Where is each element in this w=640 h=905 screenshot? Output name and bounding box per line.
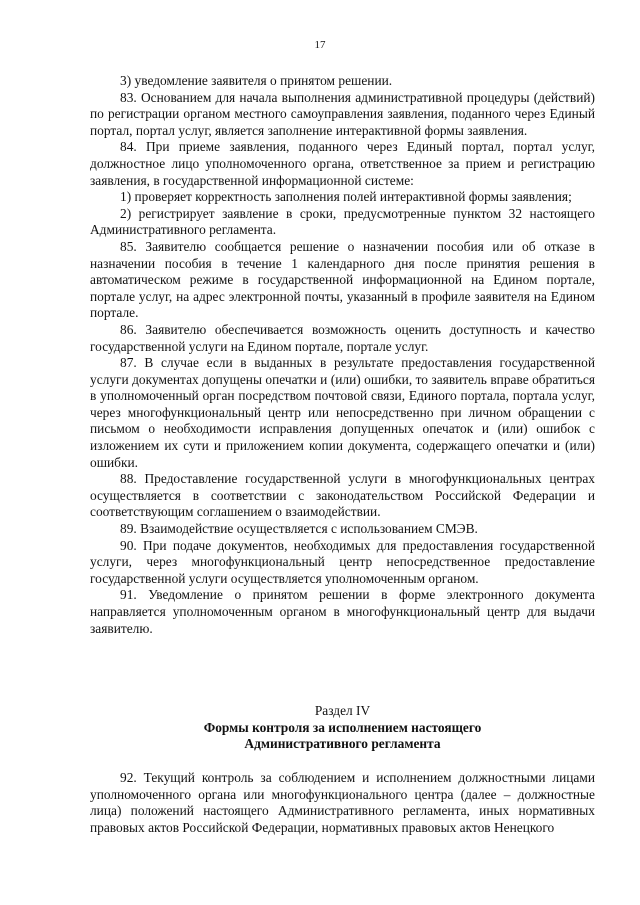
paragraph-92: 92. Текущий контроль за соблюдением и исполнением должностными лицами уполномоченного органа или многофункционального центра (далее – должностные лица) положений настоящего Административного регламента, иных нормативных правовых актов Российской Федерации, нормативных правовых актов Ненецкого: [90, 770, 595, 835]
body-text-section-iv: [90, 770, 595, 836]
paragraph-84-item-2: 2) регистрирует заявление в сроки, предусмотренные пунктом 32 настоящего Административного регламента.: [90, 205, 595, 238]
section-label: Раздел IV: [314, 703, 371, 718]
paragraph-3-notification: 3) уведомление заявителя о принятом решении.: [120, 73, 393, 88]
paragraph-84: 84. При приеме заявления, поданного через Единый портал, портал услуг, должностное лицо уполномоченного органа, ответственное за прием и регистрацию заявления, в государственной информационной системе:: [90, 139, 595, 188]
paragraph-89: 89. Взаимодействие осуществляется с использованием СМЭВ.: [120, 521, 478, 537]
paragraph-91: 91. Уведомление о принятом решении в форме электронного документа направляется уполномоченным органом в многофункциональный центр для выдачи заявителю.: [90, 587, 595, 636]
body-text: [90, 73, 595, 637]
paragraph-88: 88. Предоставление государственной услуги в многофункциональных центрах осуществляется в соответствии с законодательством Российской Федерации и соответствующим соглашением о взаимодействии.: [90, 471, 595, 520]
section-header: [90, 703, 595, 753]
section-heading-line-1: Формы контроля за исполнением настоящего: [203, 719, 482, 735]
paragraph-90: 90. При подаче документов, необходимых для предоставления государственной услуги, через многофункциональный центр непосредственное предоставление государственной услуги осуществляется уполномоченным органом.: [90, 537, 595, 586]
paragraph-86: 86. Заявителю обеспечивается возможность оценить доступность и качество государственной услуги на Едином портале, портале услуг.: [90, 321, 595, 354]
section-heading-line-2: Административного регламента: [244, 736, 441, 752]
page-number: 17: [314, 39, 326, 51]
paragraph-84-item-1: 1) проверяет корректность заполнения полей интерактивной формы заявления;: [120, 189, 572, 205]
paragraph-83: 83. Основанием для начала выполнения административной процедуры (действий) по регистрации органом местного самоуправления заявления, поданного через Единый портал, портал услуг, является заполнение интерактивной формы заявления.: [90, 89, 595, 138]
paragraph-87: 87. В случае если в выданных в результате предоставления государственной услуги документах допущены опечатки и (или) ошибки, то заявитель вправе обратиться в уполномоченный орган посредством почтовой связи, Единого портала, портала услуг, через многофункциональный центр или непосредственно при личном обращении с письмом о необходимости исправления допущенных опечаток и (или) ошибок с изложением их сути и приложением копии документа, содержащего опечатки и (или) ошибки.: [90, 355, 595, 470]
paragraph-85: 85. Заявителю сообщается решение о назначении пособия или об отказе в назначении пособия в течение 1 календарного дня после принятия решения в автоматическом режиме в государственной информационной на Едином портале, портале услуг, на адрес электронной почты, указанный в профиле заявителя на Едином портале.: [90, 238, 595, 321]
